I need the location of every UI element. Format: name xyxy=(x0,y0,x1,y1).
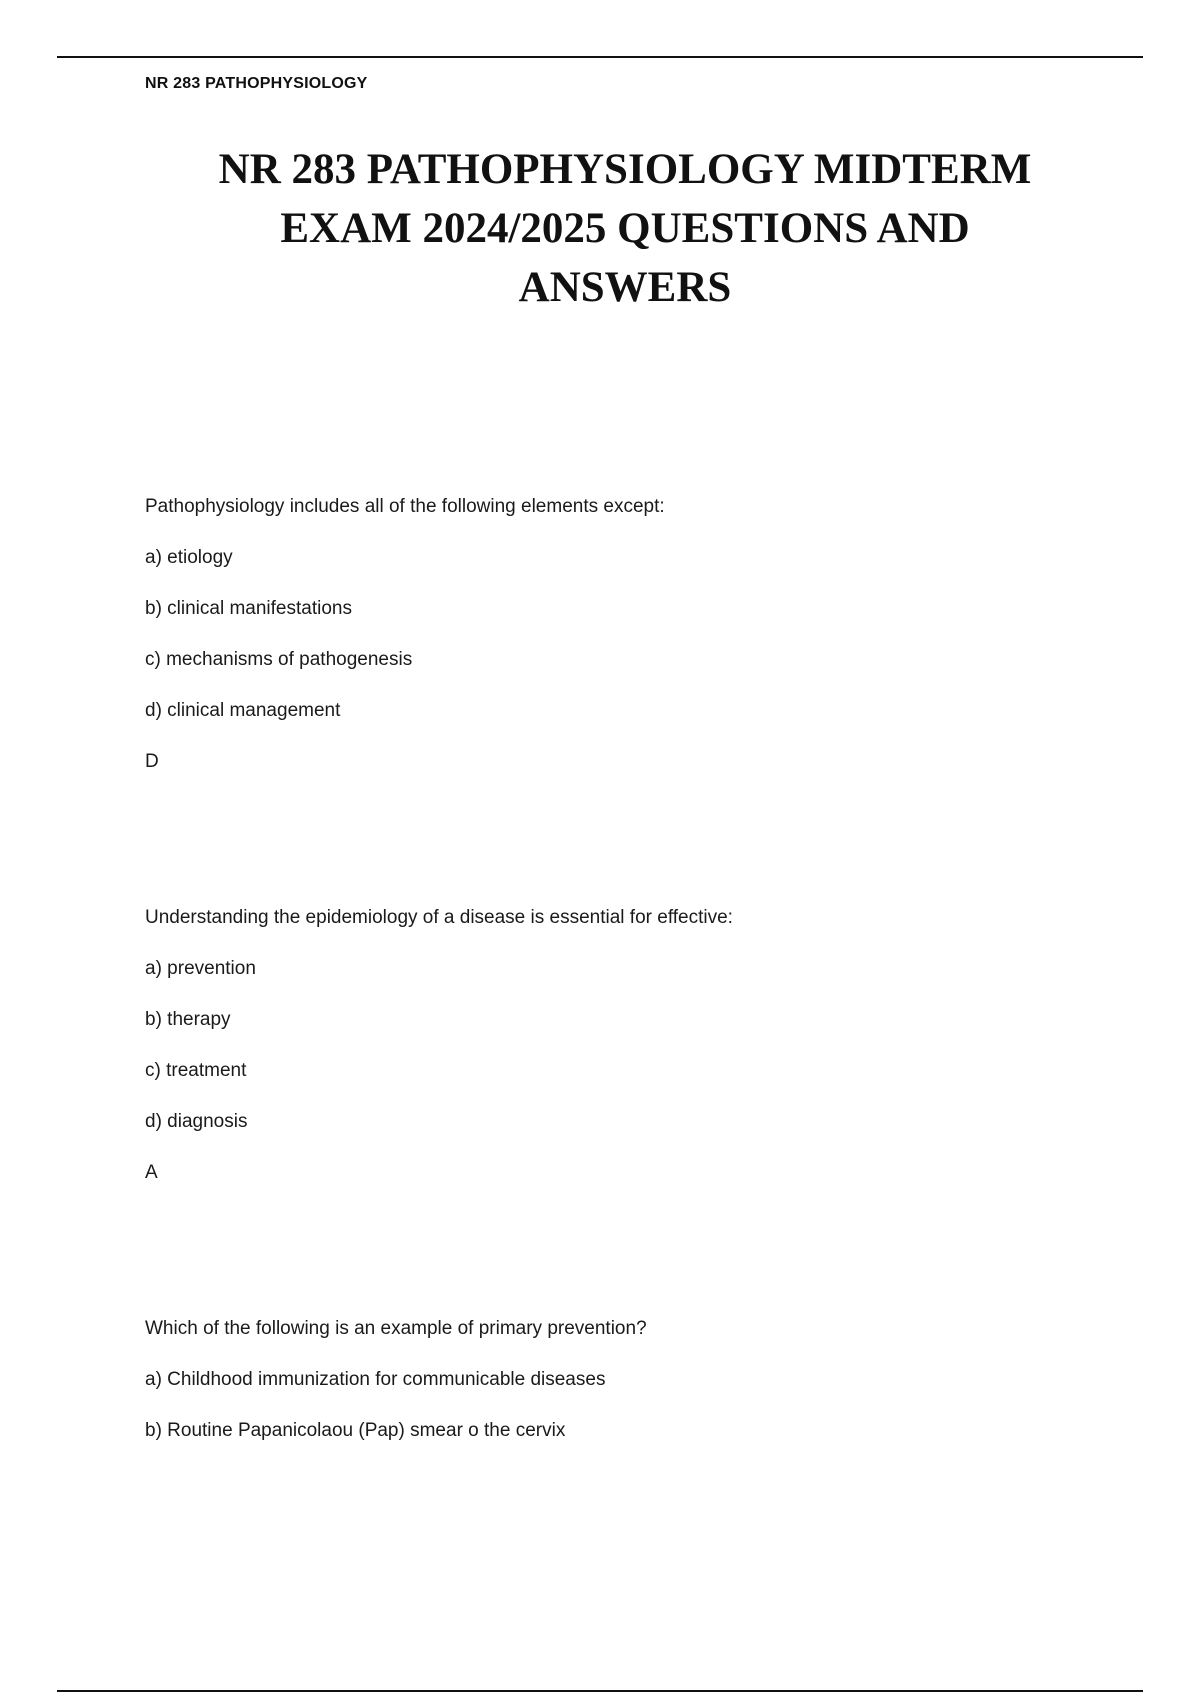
document-title-line-3: ANSWERS xyxy=(518,264,732,311)
answer-option-c: c) treatment xyxy=(145,1060,247,1081)
answer-option-d: d) diagnosis xyxy=(145,1111,248,1132)
answer-option-b: b) Routine Papanicolaou (Pap) smear o the cervix xyxy=(145,1420,566,1441)
running-header: NR 283 PATHOPHYSIOLOGY xyxy=(145,75,368,92)
correct-answer: A xyxy=(145,1162,158,1183)
answer-option-a: a) prevention xyxy=(145,958,256,979)
document-title xyxy=(145,140,1105,317)
question-text: Pathophysiology includes all of the following elements except: xyxy=(145,496,665,517)
question-text: Understanding the epidemiology of a disease is essential for effective: xyxy=(145,907,733,928)
question-block-1 xyxy=(145,496,1095,802)
answer-option-d: d) clinical management xyxy=(145,700,341,721)
answer-option-b: b) clinical manifestations xyxy=(145,598,352,619)
question-block-2 xyxy=(145,907,1095,1213)
correct-answer: D xyxy=(145,751,159,772)
answer-option-a: a) etiology xyxy=(145,547,233,568)
document-title-line-2: EXAM 2024/2025 QUESTIONS AND xyxy=(280,205,970,252)
footer-rule xyxy=(57,1690,1143,1692)
header-rule xyxy=(57,56,1143,58)
document-title-line-1: NR 283 PATHOPHYSIOLOGY MIDTERM xyxy=(218,146,1032,193)
answer-option-a: a) Childhood immunization for communicable diseases xyxy=(145,1369,606,1390)
answer-option-b: b) therapy xyxy=(145,1009,231,1030)
question-block-3 xyxy=(145,1318,1095,1471)
question-text: Which of the following is an example of primary prevention? xyxy=(145,1318,647,1339)
answer-option-c: c) mechanisms of pathogenesis xyxy=(145,649,413,670)
